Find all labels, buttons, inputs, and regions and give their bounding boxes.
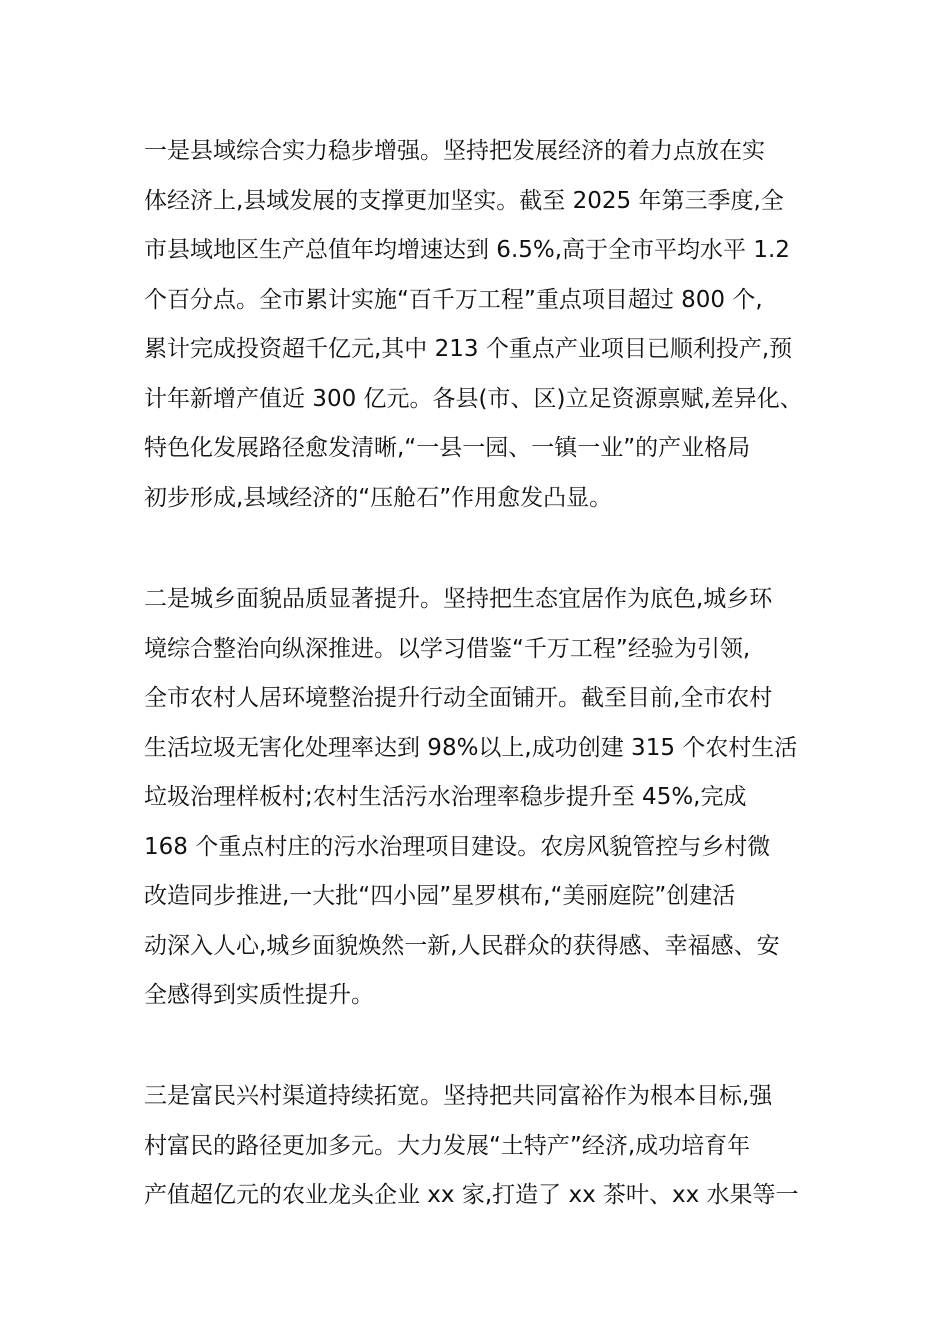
- text-line: 村富民的路径更加多元。大力发展“土特产”经济,成功培育年: [144, 1132, 751, 1159]
- text-line: 二是城乡面貌品质显著提升。坚持把生态宜居作为底色,城乡环: [144, 586, 773, 612]
- text-line: 特色化发展路径愈发清晰,“一县一园、一镇一业”的产业格局: [144, 435, 751, 461]
- text-line: 全市农村人居环境整治提升行动全面铺开。截至目前,全市农村: [144, 685, 773, 711]
- text-line: 168 个重点村庄的污水治理项目建设。农房风貌管控与乡村微: [144, 833, 771, 860]
- text-line: 境综合整治向纵深推进。以学习借鉴“千万工程”经验为引领,: [144, 635, 751, 662]
- text-line: 动深入人心,城乡面貌焕然一新,人民群众的获得感、幸福感、安: [144, 932, 780, 959]
- text-line: 改造同步推进,一大批“四小园”星罗棋布,“美丽庭院”创建活: [144, 883, 736, 909]
- paragraph-common-prosperity: [144, 1072, 814, 1221]
- text-line: 全感得到实质性提升。: [144, 982, 374, 1008]
- text-line: 生活垃圾无害化处理率达到 98%以上,成功创建 315 个农村生活: [144, 734, 798, 761]
- text-line: 累计完成投资超千亿元,其中 213 个重点产业项目已顺利投产,预: [144, 336, 793, 362]
- text-line: 体经济上,县域发展的支撑更加坚实。截至 2025 年第三季度,全: [144, 187, 784, 214]
- text-line: 垃圾治理样板村;农村生活污水治理率稳步提升至 45%,完成: [144, 784, 747, 810]
- text-line: 个百分点。全市累计实施“百千万工程”重点项目超过 800 个,: [144, 286, 763, 313]
- text-line: 三是富民兴村渠道持续拓宽。坚持把共同富裕作为根本目标,强: [144, 1083, 773, 1109]
- text-line: 市县域地区生产总值年均增速达到 6.5%,高于全市平均水平 1.2: [144, 237, 790, 263]
- text-line: 初步形成,县域经济的“压舱石”作用愈发凸显。: [144, 484, 613, 511]
- paragraph-county-economy: [144, 127, 814, 523]
- text-line: 计年新增产值近 300 亿元。各县(市、区)立足资源禀赋,差异化、: [144, 385, 803, 412]
- text-line: 一是县域综合实力稳步增强。坚持把发展经济的着力点放在实: [144, 138, 765, 164]
- paragraph-urban-rural: [144, 575, 814, 1021]
- text-line: 产值超亿元的农业龙头企业 xx 家,打造了 xx 茶叶、xx 水果等一: [144, 1182, 799, 1208]
